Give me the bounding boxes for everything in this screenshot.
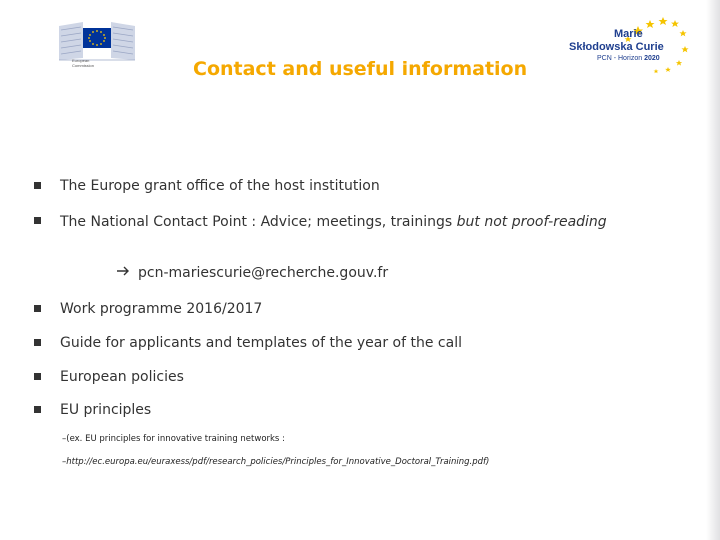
slide-edge-shadow — [706, 0, 720, 540]
msc-logo-line3 — [597, 55, 660, 62]
bullet-square-icon — [34, 373, 41, 380]
ncp-text-normal: The National Contact Point : Advice; meetings, trainings — [60, 214, 457, 230]
bullet-text: EU principles — [60, 402, 152, 418]
msc-logo-line3-year: 2020 — [644, 55, 660, 62]
arrow-right-icon — [116, 265, 130, 281]
bullet-text: Work programme 2016/2017 — [60, 301, 263, 317]
bullet-text: The Europe grant office of the host institution — [60, 178, 380, 194]
ec-logo-caption: European Commission — [72, 58, 95, 68]
note-eu-principles-example: –(ex. EU principles for innovative training networks : — [62, 434, 285, 444]
ncp-text-italic: but not proof-reading — [456, 214, 607, 230]
bullet-text: Guide for applicants and templates of the year of the call — [60, 335, 462, 351]
msc-logo-line1: Marie — [614, 28, 643, 40]
bullet-square-icon — [34, 305, 41, 312]
bullet-text: European policies — [60, 369, 184, 385]
note-eu-principles-url[interactable]: –http://ec.europa.eu/euraxess/pdf/research_policies/Principles_for_Innovative_Doctoral_Training.pdf) — [62, 457, 490, 467]
bullet-item-ncp-text — [60, 212, 692, 232]
bullet-square-icon — [34, 217, 41, 224]
bullet-square-icon — [34, 339, 41, 346]
bullet-square-icon — [34, 182, 41, 189]
ncp-email-link[interactable]: pcn-mariescurie@recherche.gouv.fr — [138, 265, 389, 281]
page-title: Contact and useful information — [193, 58, 528, 80]
bullet-square-icon — [34, 406, 41, 413]
msc-logo-line2: Skłodowska Curie — [569, 41, 664, 53]
msc-logo-line3-prefix: PCN - Horizon — [597, 55, 643, 62]
ncp-contact-line — [116, 265, 388, 281]
